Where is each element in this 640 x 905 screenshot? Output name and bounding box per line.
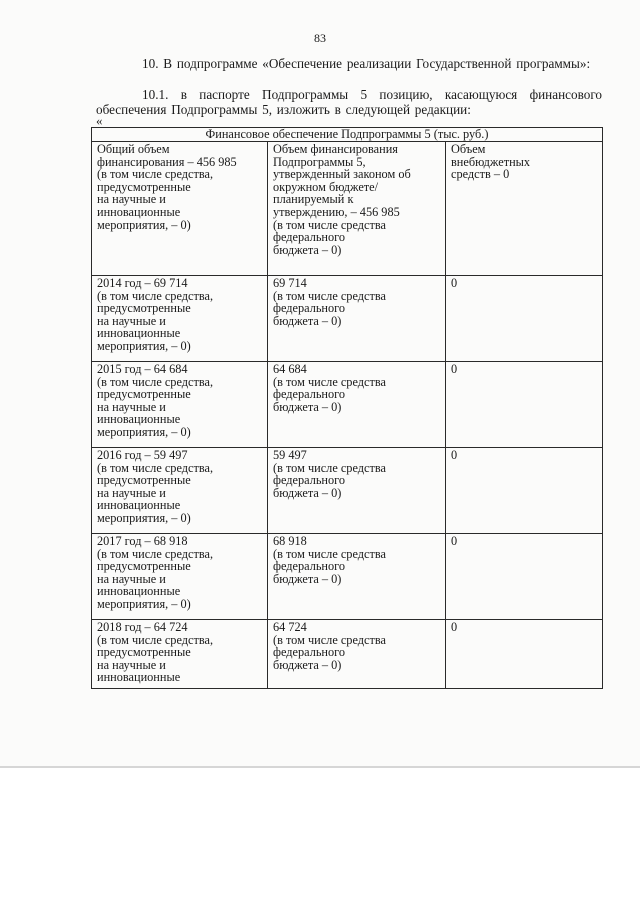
row-extrabudgetary: 0 [446,620,603,689]
row-budget-amount: 59 497 (в том числе средства федерального бюджета – 0) [268,448,446,534]
table-row [92,620,603,689]
row-budget-amount: 64 684 (в том числе средства федерального бюджета – 0) [268,362,446,448]
header-budget-financing: Объем финансирования Подпрограммы 5, утвержденный законом об окружном бюджете/ планируемый к утверждению, – 456 985 (в том числе средства федерального бюджета – 0) [268,142,446,276]
header-total-financing: Общий объем финансирования – 456 985 (в том числе средства, предусмотренные на научные и инновационные мероприятия, – 0) [92,142,268,276]
table-title-row [92,128,603,142]
header-extrabudgetary: Объем внебюджетных средств – 0 [446,142,603,276]
row-extrabudgetary: 0 [446,276,603,362]
table-row [92,534,603,620]
table-title: Финансовое обеспечение Подпрограммы 5 (тыс. руб.) [92,128,603,142]
row-year-total: 2018 год – 64 724 (в том числе средства, предусмотренные на научные и инновационные [92,620,268,689]
row-extrabudgetary: 0 [446,534,603,620]
row-year-total: 2016 год – 59 497 (в том числе средства, предусмотренные на научные и инновационные мероприятия, – 0) [92,448,268,534]
row-budget-amount: 68 918 (в том числе средства федерального бюджета – 0) [268,534,446,620]
row-budget-amount: 64 724 (в том числе средства федерального бюджета – 0) [268,620,446,689]
table-row [92,448,603,534]
row-year-total: 2014 год – 69 714 (в том числе средства, предусмотренные на научные и инновационные мероприятия, – 0) [92,276,268,362]
financing-table [91,127,603,689]
row-extrabudgetary: 0 [446,448,603,534]
paragraph-10-1: 10.1. в паспорте Подпрограммы 5 позицию, касающуюся финансового обеспечения Подпрограммы 5, изложить в следующей редакции: [96,87,602,117]
row-year-total: 2015 год – 64 684 (в том числе средства, предусмотренные на научные и инновационные мероприятия, – 0) [92,362,268,448]
page-number: 83 [314,31,326,45]
row-budget-amount: 69 714 (в том числе средства федерального бюджета – 0) [268,276,446,362]
table-header-row [92,142,603,276]
page-edge [0,766,640,768]
row-extrabudgetary: 0 [446,362,603,448]
row-year-total: 2017 год – 68 918 (в том числе средства, предусмотренные на научные и инновационные мероприятия, – 0) [92,534,268,620]
paragraph-10: 10. В подпрограмме «Обеспечение реализации Государственной программы»: [142,56,591,71]
table-row [92,362,603,448]
table-row [92,276,603,362]
opening-quote-mark: « [96,113,103,128]
